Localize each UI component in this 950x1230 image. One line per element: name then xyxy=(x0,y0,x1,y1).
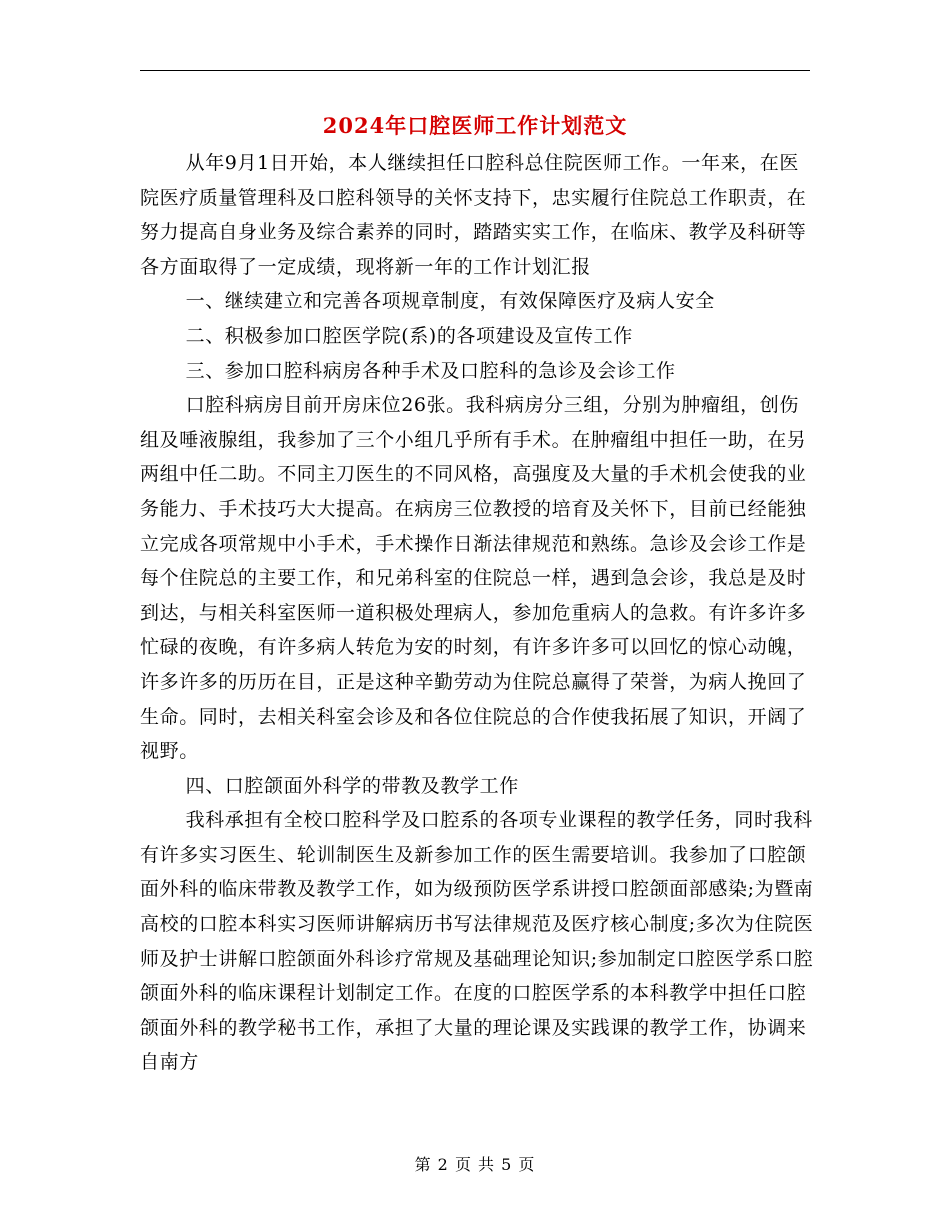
document-body xyxy=(140,146,815,1080)
page-footer: 第 2 页 共 5 页 xyxy=(414,1155,536,1174)
document-title: 2024年口腔医师工作计划范文 xyxy=(322,113,628,138)
top-rule xyxy=(140,70,810,71)
paragraph-section-4: 四、口腔颌面外科学的带教及教学工作 xyxy=(185,774,519,797)
paragraph-section-3-body: 口腔科病房目前开房床位26张。我科病房分三组，分别为肿瘤组，创伤组及唾液腺组，我参加了三个小组几乎所有手术。在肿瘤组中担任一助，在另两组中任二助。不同主刀医生的不同风格，高强度及大量的手术机会使我的业务能力、手术技巧大大提高。在病房三位教授的培育及关怀下，目前已经能独立完成各项常规中小手术，手术操作日渐法律规范和熟练。急诊及会诊工作是每个住院总的主要工作，和兄弟科室的住院总一样，遇到急会诊，我总是及时到达，与相关科室医师一道积极处理病人，参加危重病人的急救。有许多许多忙碌的夜晚，有许多病人转危为安的时刻，有许多许多可以回忆的惊心动魄，许多许多的历历在目，正是这种辛勤劳动为住院总赢得了荣誉，为病人挽回了生命。同时，去相关科室会诊及和各位住院总的合作使我拓展了知识，开阔了视野。 xyxy=(140,394,807,763)
paragraph-section-4-body: 我科承担有全校口腔科学及口腔系的各项专业课程的教学任务，同时我科有许多实习医生、轮训制医生及新参加工作的医生需要培训。我参加了口腔颌面外科的临床带教及教学工作，如为级预防医学系讲授口腔颌面部感染;为暨南高校的口腔本科实习医师讲解病历书写法律规范及医疗核心制度;多次为住院医师及护士讲解口腔颌面外科诊疗常规及基础理论知识;参加制定口腔医学系口腔颌面外科的临床课程计划制定工作。在度的口腔医学系的本科教学中担任口腔颌面外科的教学秘书工作，承担了大量的理论课及实践课的教学工作，协调来自南方 xyxy=(140,809,814,1074)
paragraph-section-1: 一、继续建立和完善各项规章制度，有效保障医疗及病人安全 xyxy=(185,290,715,313)
paragraph-section-3: 三、参加口腔科病房各种手术及口腔科的急诊及会诊工作 xyxy=(185,359,676,382)
paragraph-intro: 从年9月1日开始，本人继续担任口腔科总住院医师工作。一年来，在医院医疗质量管理科及口腔科领导的关怀支持下，忠实履行住院总工作职责，在努力提高自身业务及综合素养的同时，踏踏实实工作，在临床、教学及科研等各方面取得了一定成绩，现将新一年的工作计划汇报 xyxy=(140,152,807,278)
paragraph-section-2: 二、积极参加口腔医学院(系)的各项建设及宣传工作 xyxy=(185,324,633,347)
